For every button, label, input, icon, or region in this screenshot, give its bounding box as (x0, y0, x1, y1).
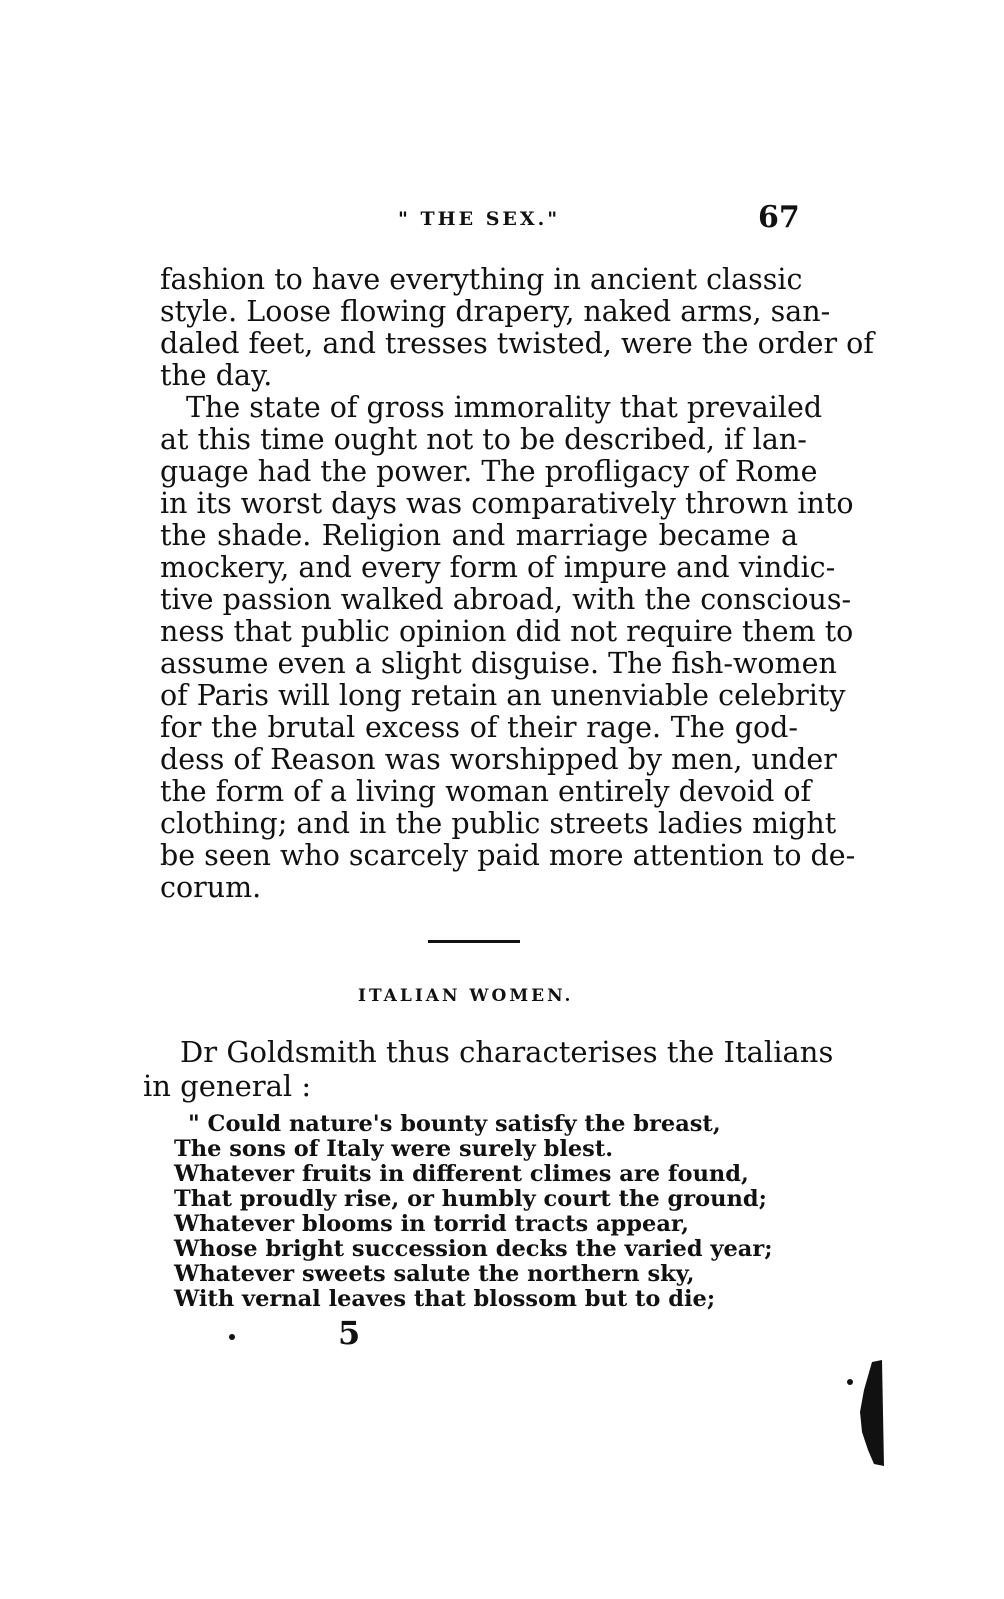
verse-line: Whatever sweets salute the northern sky, (174, 1261, 695, 1287)
edge-dot (847, 1379, 853, 1385)
body-line: for the brutal excess of their rage. The god- (160, 711, 798, 744)
verse-line: That proudly rise, or humbly court the ground; (174, 1186, 767, 1212)
body-line: in its worst days was comparatively thrown into (160, 487, 854, 520)
body-line: tive passion walked abroad, with the conscious- (160, 583, 852, 616)
body-line: of Paris will long retain an unenviable celebrity (160, 679, 846, 712)
body-line: style. Loose flowing drapery, naked arms, san- (160, 295, 831, 328)
body-line: mockery, and every form of impure and vindic- (160, 551, 836, 584)
page-number: 67 (758, 200, 800, 235)
body-line: corum. (160, 871, 262, 904)
body-line: ness that public opinion did not require them to (160, 615, 854, 648)
verse-line: " Could nature's bounty satisfy the breast, (188, 1111, 721, 1137)
body-line: fashion to have everything in ancient classic (160, 263, 803, 296)
body-line: assume even a slight disguise. The fish-women (160, 647, 837, 680)
edge-blot (860, 1360, 884, 1466)
body-line: the shade. Religion and marriage became a (160, 519, 798, 552)
verse-line: Whose bright succession decks the varied year; (174, 1236, 773, 1262)
body-line: the day. (160, 359, 273, 392)
body-line: dess of Reason was worshipped by men, under (160, 743, 837, 776)
body-line: The state of gross immorality that prevailed (186, 391, 823, 424)
body-line: the form of a living woman entirely devoid of (160, 775, 812, 808)
verse-line: With vernal leaves that blossom but to die; (174, 1286, 716, 1312)
body-line: be seen who scarcely paid more attention to de- (160, 839, 856, 872)
signature-dot (229, 1334, 235, 1340)
page-edge-mark (846, 1358, 886, 1468)
section-title: ITALIAN WOMEN. (358, 986, 574, 1006)
intro-line: in general : (143, 1069, 312, 1103)
verse-line: Whatever fruits in different climes are found, (174, 1161, 749, 1187)
signature-mark: 5 (338, 1314, 361, 1352)
running-head: " THE SEX." (398, 208, 561, 230)
body-line: clothing; and in the public streets ladies might (160, 807, 837, 840)
body-line: guage had the power. The profligacy of Rome (160, 455, 818, 488)
verse-line: Whatever blooms in torrid tracts appear, (174, 1211, 689, 1237)
body-line: daled feet, and tresses twisted, were the order of (160, 327, 874, 360)
verse-line: The sons of Italy were surely blest. (174, 1136, 614, 1162)
section-divider (428, 940, 520, 943)
intro-line: Dr Goldsmith thus characterises the Italians (180, 1035, 834, 1069)
body-line: at this time ought not to be described, if lan- (160, 423, 807, 456)
